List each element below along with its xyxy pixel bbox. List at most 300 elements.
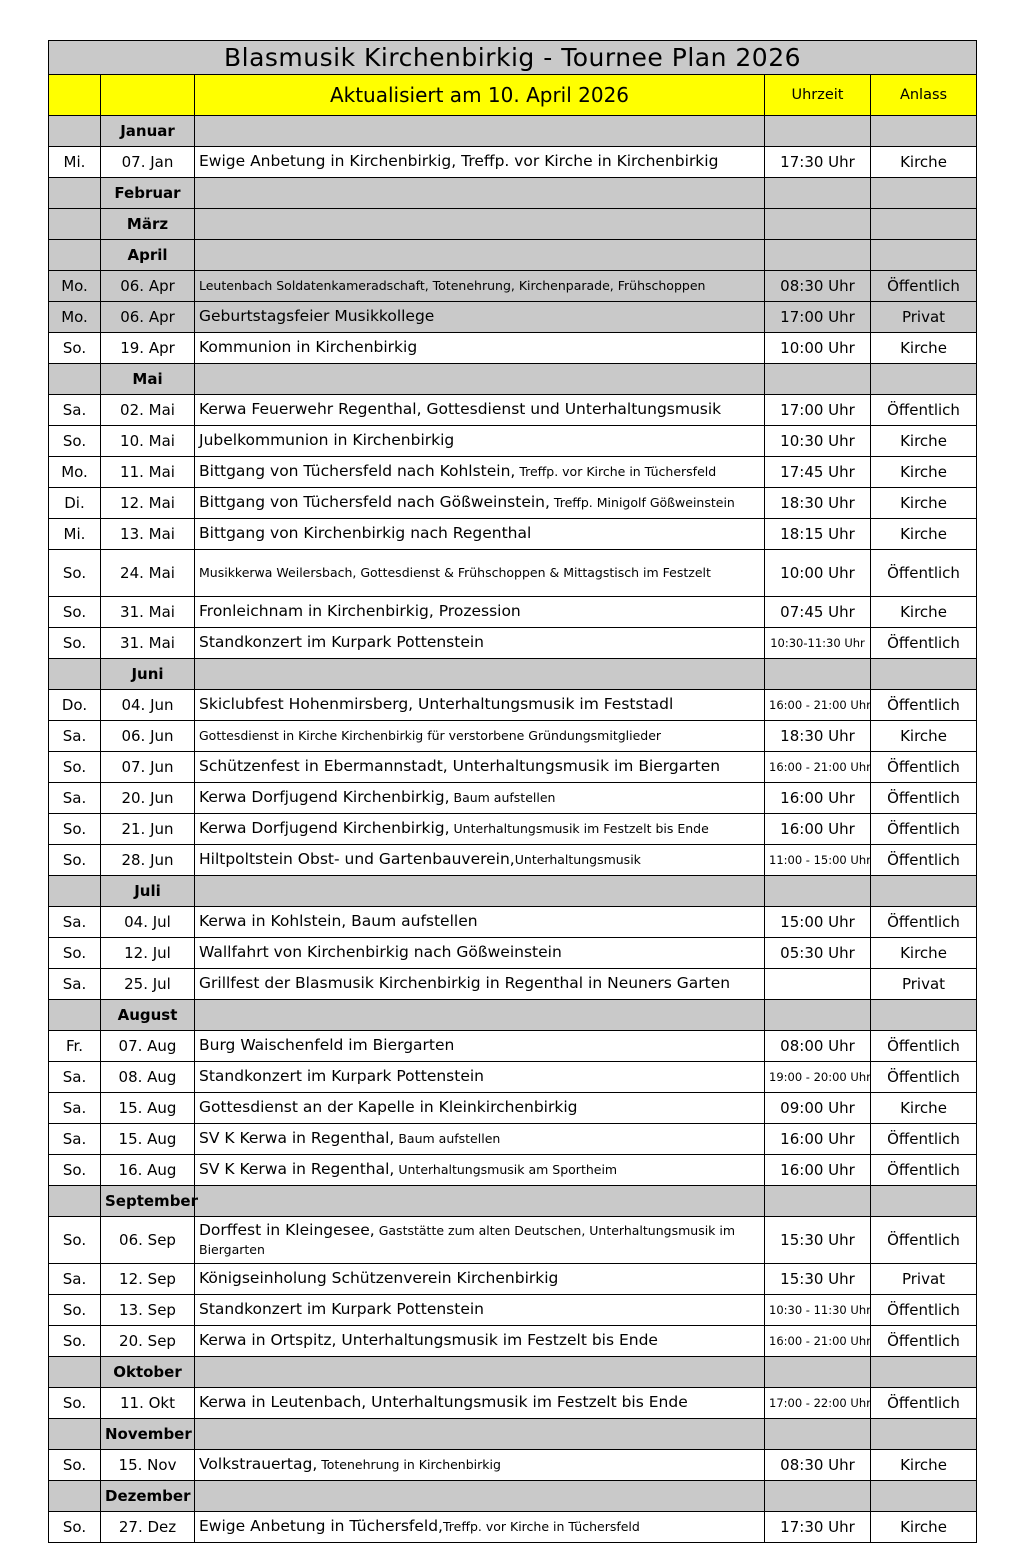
event-kind: Kirche bbox=[871, 1093, 977, 1124]
event-description-main: Kerwa in Leutenbach, Unterhaltungsmusik im Festzelt bis Ende bbox=[199, 1393, 688, 1412]
event-date: 24. Mai bbox=[101, 550, 195, 597]
event-date: 11. Mai bbox=[101, 457, 195, 488]
month-row-spacer-kind bbox=[871, 1481, 977, 1512]
table-row bbox=[49, 488, 977, 519]
month-row-spacer-day bbox=[49, 659, 101, 690]
event-date: 07. Jun bbox=[101, 752, 195, 783]
month-name: August bbox=[101, 1000, 195, 1031]
event-date: 08. Aug bbox=[101, 1062, 195, 1093]
event-date: 28. Jun bbox=[101, 845, 195, 876]
month-row-spacer-desc bbox=[195, 1481, 765, 1512]
event-date: 20. Sep bbox=[101, 1326, 195, 1357]
event-date: 25. Jul bbox=[101, 969, 195, 1000]
month-name: Juli bbox=[101, 876, 195, 907]
month-row-spacer-desc bbox=[195, 364, 765, 395]
event-weekday: So. bbox=[49, 426, 101, 457]
event-date: 06. Apr bbox=[101, 271, 195, 302]
event-weekday: So. bbox=[49, 752, 101, 783]
event-description-main: Wallfahrt von Kirchenbirkig nach Gößweinstein bbox=[199, 943, 562, 962]
event-date: 15. Nov bbox=[101, 1450, 195, 1481]
event-description bbox=[195, 550, 765, 597]
event-description bbox=[195, 969, 765, 1000]
event-kind: Öffentlich bbox=[871, 550, 977, 597]
table-row bbox=[49, 550, 977, 597]
event-kind: Kirche bbox=[871, 147, 977, 178]
month-row-spacer-day bbox=[49, 1357, 101, 1388]
event-description-main: Fronleichnam in Kirchenbirkig, Prozession bbox=[199, 602, 521, 621]
month-row-spacer-kind bbox=[871, 659, 977, 690]
event-time: 18:15 Uhr bbox=[765, 519, 871, 550]
table-row bbox=[49, 845, 977, 876]
header-time: Uhrzeit bbox=[765, 75, 871, 116]
event-kind: Öffentlich bbox=[871, 1155, 977, 1186]
event-date: 06. Jun bbox=[101, 721, 195, 752]
event-date: 19. Apr bbox=[101, 333, 195, 364]
month-row-spacer-kind bbox=[871, 364, 977, 395]
event-description bbox=[195, 426, 765, 457]
event-kind: Öffentlich bbox=[871, 1124, 977, 1155]
table-row bbox=[49, 752, 977, 783]
event-weekday: So. bbox=[49, 1450, 101, 1481]
event-kind: Kirche bbox=[871, 426, 977, 457]
event-date: 02. Mai bbox=[101, 395, 195, 426]
event-weekday: Sa. bbox=[49, 395, 101, 426]
month-header-row bbox=[49, 1186, 977, 1217]
event-time: 16:00 Uhr bbox=[765, 1124, 871, 1155]
month-row-spacer-kind bbox=[871, 1419, 977, 1450]
event-weekday: So. bbox=[49, 1155, 101, 1186]
event-kind: Kirche bbox=[871, 519, 977, 550]
table-row bbox=[49, 938, 977, 969]
event-description bbox=[195, 597, 765, 628]
month-row-spacer-desc bbox=[195, 1000, 765, 1031]
event-date: 10. Mai bbox=[101, 426, 195, 457]
event-weekday: So. bbox=[49, 1217, 101, 1264]
event-time: 10:00 Uhr bbox=[765, 333, 871, 364]
event-description-main: SV K Kerwa in Regenthal, bbox=[199, 1160, 395, 1179]
event-weekday: Mo. bbox=[49, 302, 101, 333]
month-header-row bbox=[49, 178, 977, 209]
table-row bbox=[49, 147, 977, 178]
event-date: 15. Aug bbox=[101, 1124, 195, 1155]
event-description-main: Kerwa Dorfjugend Kirchenbirkig, bbox=[199, 819, 450, 838]
event-time: 17:00 - 22:00 Uhr bbox=[765, 1388, 871, 1419]
month-row-spacer-day bbox=[49, 876, 101, 907]
event-description bbox=[195, 1155, 765, 1186]
event-description-main: Schützenfest in Ebermannstadt, Unterhaltungsmusik im Biergarten bbox=[199, 757, 721, 776]
table-row bbox=[49, 1450, 977, 1481]
event-description-main: Bittgang von Tüchersfeld nach Gößweinstein, bbox=[199, 493, 550, 512]
event-date: 27. Dez bbox=[101, 1512, 195, 1543]
event-description bbox=[195, 519, 765, 550]
event-weekday: So. bbox=[49, 1295, 101, 1326]
tour-plan-table bbox=[48, 40, 977, 1543]
month-row-spacer-time bbox=[765, 1481, 871, 1512]
table-row bbox=[49, 426, 977, 457]
month-row-spacer-kind bbox=[871, 209, 977, 240]
event-date: 11. Okt bbox=[101, 1388, 195, 1419]
month-row-spacer-kind bbox=[871, 1000, 977, 1031]
month-row-spacer-time bbox=[765, 1000, 871, 1031]
event-time: 16:00 - 21:00 Uhr bbox=[765, 752, 871, 783]
event-description-main: Standkonzert im Kurpark Pottenstein bbox=[199, 1067, 485, 1086]
title-row bbox=[49, 41, 977, 75]
event-description bbox=[195, 1217, 765, 1264]
event-description-main: Kerwa in Ortspitz, Unterhaltungsmusik im Festzelt bis Ende bbox=[199, 1331, 658, 1350]
event-kind: Öffentlich bbox=[871, 907, 977, 938]
event-description-main: Gottesdienst in Kirche Kirchenbirkig für verstorbene Gründungsmitglieder bbox=[199, 728, 662, 744]
event-kind: Öffentlich bbox=[871, 1388, 977, 1419]
event-weekday: Fr. bbox=[49, 1031, 101, 1062]
event-kind: Kirche bbox=[871, 938, 977, 969]
month-row-spacer-desc bbox=[195, 1419, 765, 1450]
event-time: 08:30 Uhr bbox=[765, 271, 871, 302]
month-row-spacer-day bbox=[49, 178, 101, 209]
event-kind: Kirche bbox=[871, 1512, 977, 1543]
event-description-main: Dorffest in Kleingesee, bbox=[199, 1220, 375, 1239]
event-date: 31. Mai bbox=[101, 597, 195, 628]
event-description bbox=[195, 1388, 765, 1419]
event-weekday: So. bbox=[49, 1326, 101, 1357]
event-description-main: Grillfest der Blasmusik Kirchenbirkig in Regenthal in Neuners Garten bbox=[199, 974, 731, 993]
table-row bbox=[49, 1295, 977, 1326]
event-kind: Öffentlich bbox=[871, 395, 977, 426]
event-description-detail: Baum aufstellen bbox=[449, 790, 556, 806]
event-description-main: Gottesdienst an der Kapelle in Kleinkirchenbirkig bbox=[199, 1098, 578, 1117]
event-description bbox=[195, 690, 765, 721]
table-row bbox=[49, 814, 977, 845]
event-kind: Privat bbox=[871, 969, 977, 1000]
event-time: 17:30 Uhr bbox=[765, 147, 871, 178]
event-time: 16:00 - 21:00 Uhr bbox=[765, 690, 871, 721]
event-kind: Kirche bbox=[871, 333, 977, 364]
table-row bbox=[49, 1031, 977, 1062]
event-description-main: Standkonzert im Kurpark Pottenstein bbox=[199, 1300, 485, 1319]
event-kind: Kirche bbox=[871, 488, 977, 519]
month-row-spacer-day bbox=[49, 116, 101, 147]
month-row-spacer-kind bbox=[871, 1357, 977, 1388]
event-description bbox=[195, 302, 765, 333]
event-weekday: Mi. bbox=[49, 519, 101, 550]
event-time: 09:00 Uhr bbox=[765, 1093, 871, 1124]
event-weekday: Sa. bbox=[49, 1062, 101, 1093]
month-row-spacer-desc bbox=[195, 116, 765, 147]
month-row-spacer-day bbox=[49, 364, 101, 395]
event-time: 15:00 Uhr bbox=[765, 907, 871, 938]
event-time: 16:00 Uhr bbox=[765, 1155, 871, 1186]
event-date: 12. Jul bbox=[101, 938, 195, 969]
month-row-spacer-desc bbox=[195, 240, 765, 271]
event-time: 10:30-11:30 Uhr bbox=[765, 628, 871, 659]
event-description-main: Kerwa in Kohlstein, Baum aufstellen bbox=[199, 912, 478, 931]
month-row-spacer-day bbox=[49, 1186, 101, 1217]
month-header-row bbox=[49, 1481, 977, 1512]
event-weekday: So. bbox=[49, 938, 101, 969]
table-row bbox=[49, 519, 977, 550]
event-description-main: Geburtstagsfeier Musikkollege bbox=[199, 307, 435, 326]
month-row-spacer-kind bbox=[871, 876, 977, 907]
table-row bbox=[49, 721, 977, 752]
event-description bbox=[195, 1512, 765, 1543]
month-row-spacer-time bbox=[765, 659, 871, 690]
month-row-spacer-desc bbox=[195, 1357, 765, 1388]
event-weekday: Do. bbox=[49, 690, 101, 721]
event-kind: Öffentlich bbox=[871, 1031, 977, 1062]
event-description bbox=[195, 1450, 765, 1481]
month-name: Mai bbox=[101, 364, 195, 395]
header-date bbox=[101, 75, 195, 116]
month-name: Oktober bbox=[101, 1357, 195, 1388]
event-description bbox=[195, 1031, 765, 1062]
event-date: 12. Sep bbox=[101, 1264, 195, 1295]
event-description-main: Bittgang von Kirchenbirkig nach Regenthal bbox=[199, 524, 532, 543]
event-description-detail: Unterhaltungsmusik am Sportheim bbox=[394, 1162, 618, 1178]
event-kind: Öffentlich bbox=[871, 628, 977, 659]
page-title: Blasmusik Kirchenbirkig - Tournee Plan 2026 bbox=[49, 41, 977, 75]
event-description-main: Ewige Anbetung in Kirchenbirkig, Treffp. vor Kirche in Kirchenbirkig bbox=[199, 152, 719, 171]
event-description-main: Königseinholung Schützenverein Kirchenbirkig bbox=[199, 1269, 559, 1288]
month-name: März bbox=[101, 209, 195, 240]
event-weekday: So. bbox=[49, 845, 101, 876]
event-time: 08:30 Uhr bbox=[765, 1450, 871, 1481]
event-kind: Öffentlich bbox=[871, 271, 977, 302]
event-weekday: So. bbox=[49, 814, 101, 845]
month-header-row bbox=[49, 364, 977, 395]
event-description bbox=[195, 1062, 765, 1093]
event-weekday: So. bbox=[49, 628, 101, 659]
event-description-main: Musikkerwa Weilersbach, Gottesdienst & Frühschoppen & Mittagstisch im Festzelt bbox=[199, 565, 711, 581]
table-row bbox=[49, 597, 977, 628]
event-kind: Öffentlich bbox=[871, 1326, 977, 1357]
event-description bbox=[195, 1326, 765, 1357]
event-time: 11:00 - 15:00 Uhr bbox=[765, 845, 871, 876]
event-date: 12. Mai bbox=[101, 488, 195, 519]
event-description bbox=[195, 1093, 765, 1124]
month-row-spacer-time bbox=[765, 1186, 871, 1217]
event-date: 16. Aug bbox=[101, 1155, 195, 1186]
event-kind: Öffentlich bbox=[871, 1217, 977, 1264]
month-header-row bbox=[49, 1357, 977, 1388]
event-time: 10:00 Uhr bbox=[765, 550, 871, 597]
event-weekday: Mo. bbox=[49, 457, 101, 488]
event-time: 17:00 Uhr bbox=[765, 395, 871, 426]
event-description-detail: Unterhaltungsmusik bbox=[514, 852, 641, 868]
event-time: 17:00 Uhr bbox=[765, 302, 871, 333]
month-header-row bbox=[49, 659, 977, 690]
header-kind: Anlass bbox=[871, 75, 977, 116]
event-weekday: So. bbox=[49, 333, 101, 364]
event-description bbox=[195, 814, 765, 845]
event-description bbox=[195, 395, 765, 426]
event-date: 15. Aug bbox=[101, 1093, 195, 1124]
month-row-spacer-desc bbox=[195, 178, 765, 209]
event-weekday: So. bbox=[49, 1512, 101, 1543]
event-description bbox=[195, 752, 765, 783]
event-description bbox=[195, 845, 765, 876]
table-row bbox=[49, 333, 977, 364]
event-description-main: Hiltpoltstein Obst- und Gartenbauverein, bbox=[199, 850, 515, 869]
event-time: 07:45 Uhr bbox=[765, 597, 871, 628]
table-row bbox=[49, 1062, 977, 1093]
event-description-main: Kerwa Dorfjugend Kirchenbirkig, bbox=[199, 788, 450, 807]
month-row-spacer-time bbox=[765, 1419, 871, 1450]
month-row-spacer-desc bbox=[195, 876, 765, 907]
event-weekday: Sa. bbox=[49, 969, 101, 1000]
event-kind: Öffentlich bbox=[871, 845, 977, 876]
event-description-detail: Gaststätte zum alten Deutschen, Unterhaltungsmusik im Biergarten bbox=[199, 1222, 736, 1257]
event-date: 31. Mai bbox=[101, 628, 195, 659]
event-weekday: Sa. bbox=[49, 721, 101, 752]
event-kind: Kirche bbox=[871, 1450, 977, 1481]
month-row-spacer-time bbox=[765, 1357, 871, 1388]
table-row bbox=[49, 1124, 977, 1155]
event-date: 07. Jan bbox=[101, 147, 195, 178]
event-kind: Öffentlich bbox=[871, 1295, 977, 1326]
event-description bbox=[195, 1124, 765, 1155]
event-description-detail: Unterhaltungsmusik im Festzelt bis Ende bbox=[449, 821, 709, 837]
month-name: Februar bbox=[101, 178, 195, 209]
document-subtitle: Aktualisiert am 10. April 2026 bbox=[195, 75, 765, 116]
event-kind: Privat bbox=[871, 302, 977, 333]
event-description-detail: Baum aufstellen bbox=[394, 1131, 501, 1147]
event-time: 18:30 Uhr bbox=[765, 721, 871, 752]
event-kind: Öffentlich bbox=[871, 690, 977, 721]
table-row bbox=[49, 628, 977, 659]
event-weekday: Sa. bbox=[49, 1264, 101, 1295]
table-row bbox=[49, 395, 977, 426]
event-kind: Kirche bbox=[871, 457, 977, 488]
table-row bbox=[49, 271, 977, 302]
event-date: 13. Mai bbox=[101, 519, 195, 550]
table-row bbox=[49, 969, 977, 1000]
month-row-spacer-kind bbox=[871, 178, 977, 209]
month-row-spacer-day bbox=[49, 1419, 101, 1450]
event-description-main: Ewige Anbetung in Tüchersfeld, bbox=[199, 1517, 443, 1536]
month-name: Juni bbox=[101, 659, 195, 690]
event-weekday: Sa. bbox=[49, 1093, 101, 1124]
table-row bbox=[49, 907, 977, 938]
header-day bbox=[49, 75, 101, 116]
event-date: 21. Jun bbox=[101, 814, 195, 845]
event-description-main: Volkstrauertag, bbox=[199, 1455, 318, 1474]
table-row bbox=[49, 457, 977, 488]
month-row-spacer-time bbox=[765, 876, 871, 907]
event-date: 06. Apr bbox=[101, 302, 195, 333]
month-row-spacer-time bbox=[765, 178, 871, 209]
table-row bbox=[49, 302, 977, 333]
event-time: 10:30 - 11:30 Uhr bbox=[765, 1295, 871, 1326]
event-date: 07. Aug bbox=[101, 1031, 195, 1062]
event-description-detail: Treffp. vor Kirche in Tüchersfeld bbox=[515, 464, 717, 480]
event-time: 16:00 Uhr bbox=[765, 814, 871, 845]
event-description-main: Standkonzert im Kurpark Pottenstein bbox=[199, 633, 485, 652]
event-description bbox=[195, 783, 765, 814]
event-description bbox=[195, 1264, 765, 1295]
month-header-row bbox=[49, 1419, 977, 1450]
event-kind: Kirche bbox=[871, 721, 977, 752]
month-row-spacer-desc bbox=[195, 1186, 765, 1217]
event-weekday: Mo. bbox=[49, 271, 101, 302]
event-weekday: Mi. bbox=[49, 147, 101, 178]
event-description bbox=[195, 938, 765, 969]
month-row-spacer-day bbox=[49, 240, 101, 271]
month-row-spacer-desc bbox=[195, 209, 765, 240]
event-description bbox=[195, 457, 765, 488]
event-time: 18:30 Uhr bbox=[765, 488, 871, 519]
event-description-detail: Totenehrung in Kirchenbirkig bbox=[317, 1457, 501, 1473]
event-time bbox=[765, 969, 871, 1000]
event-description-main: Kommunion in Kirchenbirkig bbox=[199, 338, 418, 357]
event-kind: Öffentlich bbox=[871, 1062, 977, 1093]
month-name: November bbox=[101, 1419, 195, 1450]
month-row-spacer-kind bbox=[871, 1186, 977, 1217]
table-row bbox=[49, 1326, 977, 1357]
event-description bbox=[195, 147, 765, 178]
subtitle-row bbox=[49, 75, 977, 116]
event-date: 13. Sep bbox=[101, 1295, 195, 1326]
month-row-spacer-desc bbox=[195, 659, 765, 690]
event-kind: Privat bbox=[871, 1264, 977, 1295]
table-row bbox=[49, 783, 977, 814]
table-row bbox=[49, 1217, 977, 1264]
event-description bbox=[195, 721, 765, 752]
event-date: 06. Sep bbox=[101, 1217, 195, 1264]
event-weekday: Sa. bbox=[49, 1124, 101, 1155]
event-time: 16:00 Uhr bbox=[765, 783, 871, 814]
event-time: 10:30 Uhr bbox=[765, 426, 871, 457]
event-description bbox=[195, 488, 765, 519]
event-date: 04. Jun bbox=[101, 690, 195, 721]
event-description-main: SV K Kerwa in Regenthal, bbox=[199, 1129, 395, 1148]
month-row-spacer-time bbox=[765, 116, 871, 147]
event-description-main: Kerwa Feuerwehr Regenthal, Gottesdienst und Unterhaltungsmusik bbox=[199, 400, 722, 419]
month-row-spacer-day bbox=[49, 1481, 101, 1512]
event-time: 15:30 Uhr bbox=[765, 1264, 871, 1295]
event-description-main: Bittgang von Tüchersfeld nach Kohlstein, bbox=[199, 462, 516, 481]
month-row-spacer-time bbox=[765, 364, 871, 395]
month-row-spacer-day bbox=[49, 209, 101, 240]
event-time: 08:00 Uhr bbox=[765, 1031, 871, 1062]
event-description-main: Jubelkommunion in Kirchenbirkig bbox=[199, 431, 455, 450]
event-kind: Öffentlich bbox=[871, 752, 977, 783]
event-description-detail: Treffp. Minigolf Gößweinstein bbox=[549, 495, 735, 511]
table-row bbox=[49, 1512, 977, 1543]
event-description-main: Leutenbach Soldatenkameradschaft, Totenehrung, Kirchenparade, Frühschoppen bbox=[199, 278, 706, 294]
month-row-spacer-time bbox=[765, 240, 871, 271]
table-row bbox=[49, 1264, 977, 1295]
month-row-spacer-day bbox=[49, 1000, 101, 1031]
event-description bbox=[195, 271, 765, 302]
event-description-main: Burg Waischenfeld im Biergarten bbox=[199, 1036, 455, 1055]
event-time: 16:00 - 21:00 Uhr bbox=[765, 1326, 871, 1357]
month-header-row bbox=[49, 240, 977, 271]
month-row-spacer-time bbox=[765, 209, 871, 240]
month-name: Januar bbox=[101, 116, 195, 147]
event-weekday: So. bbox=[49, 597, 101, 628]
month-row-spacer-kind bbox=[871, 240, 977, 271]
event-date: 20. Jun bbox=[101, 783, 195, 814]
event-description bbox=[195, 1295, 765, 1326]
table-row bbox=[49, 1388, 977, 1419]
event-kind: Kirche bbox=[871, 597, 977, 628]
month-row-spacer-kind bbox=[871, 116, 977, 147]
event-description-detail: Treffp. vor Kirche in Tüchersfeld bbox=[443, 1519, 640, 1535]
event-weekday: Sa. bbox=[49, 907, 101, 938]
event-time: 17:45 Uhr bbox=[765, 457, 871, 488]
event-time: 17:30 Uhr bbox=[765, 1512, 871, 1543]
event-description bbox=[195, 628, 765, 659]
event-time: 05:30 Uhr bbox=[765, 938, 871, 969]
